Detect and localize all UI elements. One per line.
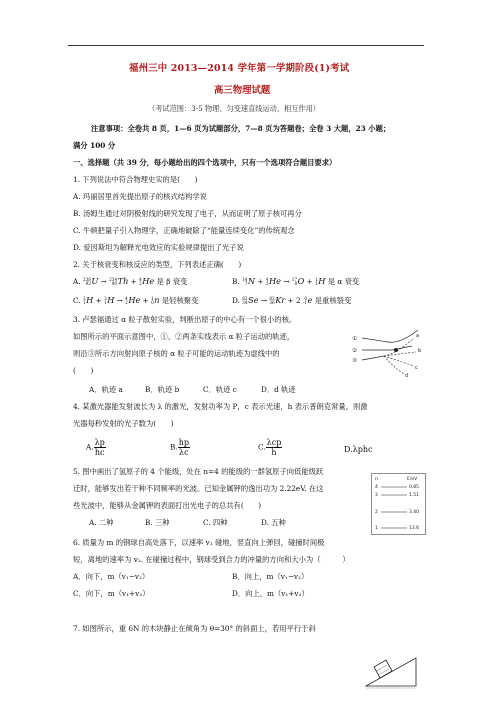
q5-option-c: C. 四种 — [203, 518, 228, 527]
nucleus-icon — [394, 348, 398, 352]
mass-number: 4 — [265, 277, 269, 282]
header-rule — [68, 45, 424, 46]
label-c: c — [415, 365, 418, 371]
label-2: ② — [352, 348, 357, 354]
mass-number: 0 — [304, 296, 308, 301]
atomic-number: 8 — [294, 281, 298, 286]
q4-c-label: C. — [258, 442, 266, 452]
mass-number: 238 — [82, 277, 91, 282]
atomic-number: 92 — [85, 281, 91, 286]
numerator: hp — [178, 438, 189, 447]
denominator: hc — [94, 448, 105, 457]
level-energy: 3.40 — [409, 510, 420, 515]
mass-number: 4 — [125, 296, 128, 301]
q4-line-1: 4. 某激光器能发射波长为 λ 的激光，发射功率为 P，c 表示光速，h 表示普朗克常量，则激 — [73, 402, 368, 411]
level-energy: 0.85 — [409, 485, 420, 490]
q2-stem: 2. 关于核衰变和核反应的类型，下列表述正确( ) — [73, 260, 242, 269]
q6-option-a: A．向下，m（v₁−v₂） — [73, 572, 150, 581]
exam-subtitle: 高三物理试题 — [214, 85, 271, 96]
numerator: λcp — [266, 438, 282, 447]
mass-number: 82 — [242, 296, 248, 301]
nuclide-symbol: He — [142, 276, 155, 286]
q1-option-b: B. 汤姆生通过对阴极射线的研究发现了电子，从而证明了原子核可再分 — [73, 209, 302, 218]
atomic-number: 34 — [242, 300, 248, 305]
q5-option-d: D. 五种 — [261, 518, 286, 527]
q5-line-2: 迁时，能够发出若干种不同频率的光波。已知金属钾的逸出功为 2.22eV. 在这 — [73, 484, 324, 493]
trajectory-3 — [362, 356, 384, 360]
q3-option-d: D．d 轨迹 — [261, 385, 296, 394]
label-d: d — [405, 373, 409, 378]
notice-line-1: 注意事项：全卷共 8 页，1—6 页为试题部分，7—8 页为答题卷；全卷 3 大题，23 小题； — [91, 124, 391, 133]
plus-sign: + — [130, 277, 137, 286]
notice-line-2: 满分 100 分 — [73, 141, 116, 150]
label-b: b — [418, 348, 422, 354]
plus-sign: + — [257, 277, 264, 286]
atomic-number: 2 — [139, 281, 142, 286]
wood-block — [374, 660, 392, 678]
nuclide-symbol: e — [307, 295, 313, 305]
atomic-number: 1 — [315, 281, 318, 286]
n-header: n — [375, 477, 378, 482]
mass-number: 14 — [242, 277, 248, 282]
path-c — [384, 356, 414, 366]
plus-sign: + — [142, 296, 149, 305]
q2-c-tail: 是轻核聚变 — [161, 296, 199, 305]
nuclide-symbol: N — [247, 276, 256, 286]
atomic-number: 0 — [151, 300, 154, 305]
mass-number: 234 — [109, 277, 118, 282]
trajectory-1 — [362, 338, 388, 342]
q6-line-2: 短，离地的速率为 v₂. 在碰撞过程中，钢球受到合力的冲量的方向和大小为（ ） — [73, 555, 350, 564]
q5-option-a: A. 二种 — [89, 518, 114, 527]
q3-line-3: 则沿③所示方向射向原子核的 α 粒子可能的运动轨迹为虚线中的 — [73, 349, 280, 358]
nuclide-symbol: He — [128, 295, 141, 305]
atomic-number: 36 — [269, 300, 275, 305]
level-n: 3 — [375, 493, 378, 498]
mass-number: 1 — [315, 277, 318, 282]
arrow-icon: → — [100, 277, 107, 286]
q1-stem: 1. 下列说法中符合物理史实的是( ) — [73, 175, 198, 184]
plus-sign: + — [306, 277, 313, 286]
fraction — [94, 438, 106, 457]
q2-a-label: A. — [73, 277, 81, 286]
denominator: λc — [179, 448, 189, 457]
fraction — [178, 438, 190, 457]
nuclide-symbol: H — [107, 295, 115, 305]
mass-number: 3 — [104, 296, 107, 301]
atomic-number: 1 — [104, 300, 107, 305]
q4-option-b — [170, 438, 190, 457]
q6-option-d: D．向上，m（v₁+v₂） — [232, 589, 309, 598]
fraction — [266, 438, 283, 457]
q1-option-a: A. 玛丽居里首先提出原子的核式结构学说 — [73, 192, 207, 201]
label-a: a — [416, 333, 420, 339]
nuclide-symbol: Se — [248, 295, 259, 305]
level-n: 4 — [375, 485, 378, 490]
q3-line-4: ( ) — [73, 366, 94, 375]
exam-title: 福州三中 2013—2014 学年第一学期阶段(1)考试 — [129, 63, 350, 74]
section-heading: 一、选择题（共 39 分，每小题给出的四个选项中，只有一个选项符合题目要求） — [73, 158, 337, 167]
mass-number: 17 — [291, 277, 298, 282]
numerator: λp — [94, 438, 105, 447]
q6-line-1: 6. 质量为 m 的钢球自高处落下，以速率 v₁ 碰地，竖直向上弹回，碰撞时间极 — [73, 538, 325, 547]
mass-number: 82 — [269, 296, 275, 301]
alpha-scattering-figure — [352, 326, 424, 378]
q2-d-label: D. — [232, 296, 240, 305]
q4-b-label: B. — [170, 442, 178, 452]
exam-scope: （考试范围：3-5 物理、匀变速直线运动、相互作用） — [148, 104, 320, 113]
denominator: h — [271, 448, 277, 457]
label-1: ① — [352, 336, 357, 342]
q3-option-a: A．轨迹 a — [89, 385, 123, 394]
q5-line-1: 5. 图中画出了氢原子的 4 个能级，处在 n=4 的能级的一群氢原子向低能级跃 — [73, 467, 324, 476]
plus-sign: + — [95, 296, 102, 305]
mass-number: 4 — [139, 277, 142, 282]
q3-option-b: B．轨迹 b — [145, 385, 180, 394]
q2-c-label: C. — [73, 296, 81, 305]
atomic-number: 90 — [111, 281, 118, 286]
arrow-icon: → — [260, 296, 268, 305]
label-3: ③ — [352, 358, 357, 364]
nuclide-symbol: H — [86, 295, 94, 305]
q4-a-label: A. — [86, 442, 94, 452]
q4-option-d: D.λphc — [344, 445, 373, 454]
q3-line-2: 如图所示的平面示意图中，①、②两条实线表示 α 粒子运动的轨迹， — [73, 332, 295, 341]
q2-option-d — [232, 295, 351, 306]
nuclide-symbol: n — [154, 295, 160, 305]
q2-b-label: B. — [232, 277, 240, 286]
atomic-number: 2 — [125, 300, 128, 305]
q4-line-2: 光器每秒发射的光子数为( ) — [73, 419, 174, 428]
incline-block-figure — [364, 640, 418, 690]
atomic-number: 2 — [265, 281, 269, 286]
atomic-number: 7 — [244, 281, 248, 286]
q6-option-b: B．向上，m（v₁−v₂） — [232, 572, 309, 581]
q2-option-c — [73, 295, 198, 306]
nuclide-symbol: Th — [117, 276, 129, 286]
plus-sign: + — [287, 296, 294, 305]
q2-a-tail: 是 β 衰变 — [156, 277, 188, 286]
q5-line-3: 些光波中，能够从金属钾的表面打出光电子的总共有( ) — [73, 501, 262, 510]
energy-header: E/eV — [407, 477, 418, 482]
mass-number: 1 — [151, 296, 154, 301]
q7-line-1: 7. 如图所示，重 6N 的木块静止在倾角为 θ=30° 的斜面上，若用平行于斜 — [73, 624, 316, 633]
q4-option-c — [258, 438, 282, 457]
energy-level-diagram — [371, 473, 426, 535]
q2-b-tail: 是 α 衰变 — [327, 277, 360, 286]
q5-option-b: B. 三种 — [145, 518, 170, 527]
q2-option-b — [232, 276, 359, 287]
q2-d-tail: 是重核裂变 — [314, 296, 352, 305]
q3-option-c: C．轨迹 c — [203, 385, 237, 394]
atomic-number: 1 — [82, 300, 86, 305]
q6-option-c: C．向下，m（v₁+v₂） — [73, 589, 150, 598]
q1-option-d: D. 爱因斯坦为解释光电效应的实验规律提出了光子说 — [73, 243, 244, 252]
nuclide-symbol: Kr — [275, 295, 286, 305]
q2-option-a — [73, 276, 187, 287]
path-d — [384, 356, 404, 374]
level-energy: 1.51 — [409, 493, 420, 498]
level-n: 1 — [375, 526, 378, 531]
mass-number: 2 — [82, 296, 86, 301]
q1-option-c: C. 牛顿把量子引入物理学，正确地破除了“能量连续变化”的传统观念 — [73, 226, 295, 235]
trajectory-1-deflect — [388, 330, 418, 342]
arrow-icon: → — [283, 277, 290, 286]
nuclide-symbol: H — [318, 276, 326, 286]
q3-line-1: 3. 卢瑟福通过 α 粒子散射实验，判断出原子的中心有一个很小的核。 — [73, 315, 297, 324]
coefficient: 2 — [296, 296, 301, 305]
nuclide-symbol: O — [297, 276, 305, 286]
atomic-number: -1 — [302, 300, 308, 305]
q4-option-a — [86, 438, 106, 457]
path-b — [384, 352, 416, 356]
arrow-icon: → — [116, 296, 123, 305]
nuclide-symbol: He — [268, 276, 281, 286]
level-energy: 13.6 — [409, 526, 420, 531]
level-n: 2 — [375, 510, 378, 515]
nuclide-symbol: U — [91, 276, 99, 286]
